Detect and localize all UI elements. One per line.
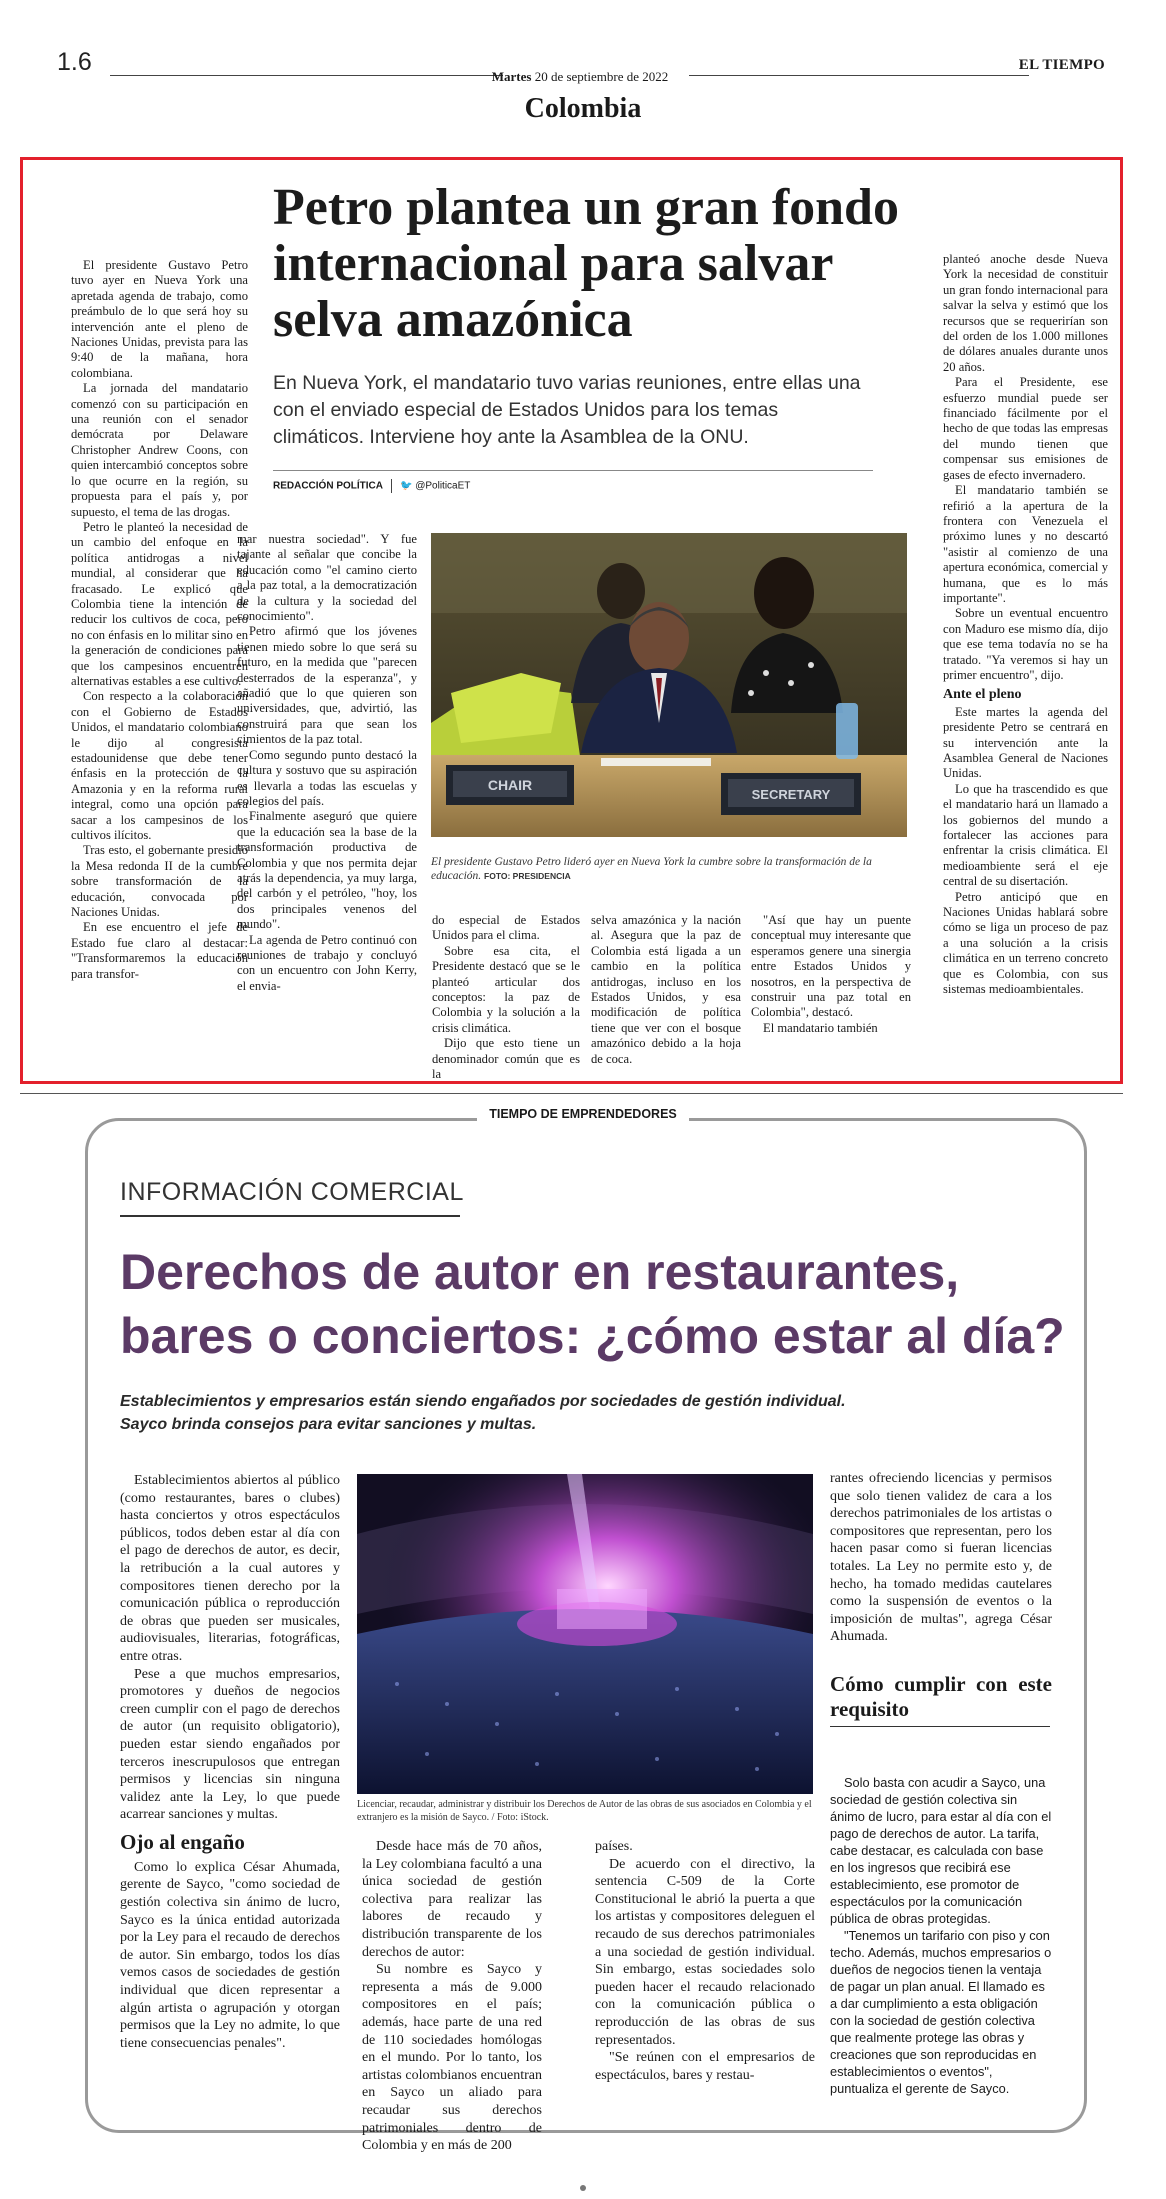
paragraph: La jornada del mandatario comenzó con su participación en una reunión con el senador demócrata por Delaware Christopher Andrew Coons, con quien intercambió conceptos sobre lo que ocurre en la región, su propuesta para el país y, por supuesto, el tema de las drogas. (71, 381, 248, 519)
paragraph: En ese encuentro el jefe de Estado fue claro al destacar: "Transformaremos la educación para transfor- (71, 920, 248, 981)
article-column-2 (237, 532, 417, 994)
arena-image (357, 1474, 813, 1794)
article-photo (431, 533, 907, 837)
paragraph: El mandatario también se refirió a la apertura de la frontera con Venezuela el próximo lunes y no descartó "asistir al comienzo de una apertura económica, comercial y humana, que es lo más importante". (943, 483, 1108, 605)
paragraph: do especial de Estados Unidos para el clima. (432, 913, 580, 943)
un-summit-photo (431, 533, 907, 837)
page-number: 1.6 (57, 48, 92, 76)
placard-secretary: SECRETARY (751, 787, 831, 802)
paragraph: Tras esto, el gobernante presidió la Mesa redonda II de la cumbre sobre transformación de la educación, convocada por Naciones Unidas. (71, 843, 248, 920)
section-divider (20, 1093, 1123, 1094)
article-column-6 (943, 252, 1108, 998)
placard-chair: CHAIR (487, 777, 533, 793)
paragraph: rantes ofreciendo licencias y permisos que solo tienen validez de cara a los derechos patrimoniales de los artistas o compositores que representan, pero los hacen pasar como si fueran licencias totales. La Ley no permite esto y, de hecho, ha tomado medidas cautelares como la suspensión de eventos o la imposición de multas", agrega César Ahumada. (830, 1471, 1052, 1645)
paragraph: Petro afirmó que los jóvenes tienen miedo sobre lo que será su futuro, en la medida que "parecen desterrados de la esperanza", y añadió que lo que quieren son universidades, que, advirtió, las construirá para que sean los cimientos de la paz total. (237, 624, 417, 747)
paragraph: mar nuestra sociedad". Y fue tajante al señalar que concibe la educación como "el camino cierto a la paz total, a la democratización de la cultura y la sociedad del conocimiento". (237, 532, 417, 624)
promo-column-3 (595, 1838, 815, 2084)
article-column-4 (591, 913, 741, 1067)
paragraph: Lo que ha trascendido es que el mandatario hará un llamado a los gobiernos del mundo a fortalecer las acciones para enfrentar la crisis climática. El medioambiente será el eje central de su disertación. (943, 781, 1108, 889)
paragraph: De acuerdo con el directivo, la sentencia C-509 de la Corte Constitucional le abrió la puerta a que los artistas y compositores deleguen el recaudo de sus derechos patrimoniales a una sociedad de gestión individual. Sin embargo, estas sociedades solo pueden hacer el recaudo relacionado con la comunicación pública o reproducción de las obras de sus representados. (595, 1856, 815, 2048)
paragraph: Pese a que muchos empresarios, promotores y dueños de negocios creen cumplir con el pago de derechos de autor (un requisito obligatorio), pueden estar siendo engañados por terceros inescrupulosos que entregan permisos y licencias sin ninguna validez ante la Ley, lo que puede acarrear sanciones y multas. (120, 1666, 340, 1823)
paragraph: Con respecto a la colaboración con el Gobierno de Estados Unidos, el mandatario colombiano le dijo al congresista estadounidense que debe tener énfasis en la protección de la Amazonia y en la reforma rural integral, como una opción para sacar a los campesinos de los cultivos ilícitos. (71, 689, 248, 843)
concert-photo (357, 1474, 813, 1794)
promo-label-text: TIEMPO DE EMPRENDEDORES (477, 1107, 689, 1121)
paragraph: El presidente Gustavo Petro tuvo ayer en Nueva York una apretada agenda de trabajo, como preámbulo de lo que será hoy su intervención ante el pleno de Naciones Unidas, prevista para las 9:40 de la mañana, hora colombiana. (71, 258, 248, 380)
issue-date (55, 69, 1105, 85)
paragraph: Petro le planteó la necesidad de un cambio del enfoque en la política antidrogas a nivel mundial, al considerar que ha fracasado. Le explicó que Colombia tiene la intención de reducir los cultivos de coca, pero no con énfasis en lo militar sino en la generación de condiciones para que los campesinos encuentren alternativas estables a ese cultivo. (71, 519, 248, 688)
twitter-icon: 🐦 (400, 480, 413, 492)
paragraph: El mandatario también (763, 1020, 878, 1035)
promo-column-2 (362, 1838, 542, 2155)
paragraph: La agenda de Petro continuó con reuniones de trabajo y concluyó con un encuentro con John Kerry, el envia- (237, 932, 417, 993)
twitter-handle[interactable]: @PoliticaET (415, 480, 471, 492)
issue-day: Martes (491, 69, 532, 84)
paragraph: Sobre esa cita, el Presidente destacó que se le planteó articular dos conceptos: la paz de Colombia y la solución a la crisis climática. (432, 943, 580, 1035)
paragraph: "Así que hay un puente conceptual muy interesante que esperamos genere una sinergia entre Estados Unidos y nosotros, en la perspectiva de construir una paz total en Colombia", destacó. (751, 913, 911, 1020)
subhead-rule (830, 1726, 1050, 1727)
newspaper-brand: EL TIEMPO (1018, 57, 1105, 73)
article-deck: En Nueva York, el mandatario tuvo varias reuniones, entre ellas una con el enviado especial de Estados Unidos para los temas climáticos. Interviene hoy ante la Asamblea de la ONU. (273, 372, 861, 448)
promo-kicker: INFORMACIÓN COMERCIAL (120, 1178, 464, 1206)
section-title: Colombia (524, 93, 642, 124)
paragraph: selva amazónica y la nación al. Asegura que la paz de Colombia está ligada a un cambio en la política antidrogas, incluso en los Estados Unidos, y esa modificación de política tiene que ver con el bosque amazónico debido a la hoja de coca. (591, 913, 741, 1066)
subhead-ojo-al-engano: Ojo al engaño (120, 1829, 245, 1854)
byline (273, 470, 873, 493)
paragraph: "Se reúnen con el empresarios de espectáculos, bares y restau- (595, 2050, 815, 2083)
paragraph: "Tenemos un tarifario con piso y con techo. Además, muchos empresarios o dueños de negocios tienen la ventaja de pagar un plan anual. El llamado es a dar cumplimiento a esta obligación con la sociedad de gestión colectiva que realmente protege las obras y creaciones que son reproducidas en establecimientos o eventos", puntualiza el gerente de Sayco. (830, 1928, 1052, 2096)
promo-deck: Establecimientos y empresarios están siendo engañados por sociedades de gestión individual. Sayco brinda consejos para evitar sanciones y multas. (120, 1393, 846, 1433)
paragraph: Solo basta con acudir a Sayco, una sociedad de gestión colectiva sin ánimo de lucro, para estar al día con el pago de derechos de autor. La tarifa, cabe destacar, es calculada con base en los ingresos que recibirá ese establecimiento, ese promotor de espectáculos por la comunicación pública de obras protegidas. (830, 1775, 1052, 1926)
promo-section-label (0, 1105, 1166, 1123)
paragraph: Dijo que esto tiene un denominador común que es la (432, 1036, 580, 1082)
byline-author: REDACCIÓN POLÍTICA (273, 480, 383, 492)
article-column-1 (71, 258, 248, 982)
paragraph: Petro anticipó que en Naciones Unidas hablará sobre cómo se liga un proceso de paz a una solución a la crisis climática en un terreno concreto que es Colombia, con sus sistemas medioambientales. (943, 889, 1108, 997)
paragraph: Establecimientos abiertos al público (como restaurantes, bares o clubes) hasta conciertos y otros espectáculos públicos, todos deben estar al día con el pago de derechos de autor, es decir, la retribución a la cual autores y compositores tienen derecho por la comunicación pública o reproducción de obras que pueden ser musicales, audiovisuales, literarias, fotográficas, entre otras. (120, 1473, 340, 1664)
paragraph: países. (595, 1839, 633, 1854)
concert-photo-caption: Licenciar, recaudar, administrar y distribuir los Derechos de Autor de las obras de sus asociados en Colombia y el extranjero es la misión de Sayco. / Foto: iStock. (357, 1799, 812, 1823)
paragraph: Como lo explica César Ahumada, gerente de Sayco, "como sociedad de gestión colectiva sin ánimo de lucro, Sayco es la única entidad autorizada por la Ley para el recaudo de derechos de autor. Sin embargo, todos los días vemos casos de sociedades de gestión individual que dicen representar a algún artista o agrupación y otorgan permisos que la Ley no admite, lo que tiene consecuencias penales". (120, 1859, 340, 2051)
registration-mark (580, 2185, 586, 2191)
paragraph: Su nombre es Sayco y representa a más de 9.000 compositores en el país; además, hace parte de una red de 110 sociedades homólogas en el mundo. Por lo tanto, los artistas colombianos encuentran en Sayco un aliado para recaudar sus derechos patrimoniales dentro de Colombia y en más de 200 (362, 1962, 542, 2154)
promo-column-4 (830, 1470, 1052, 1735)
photo-credit: FOTO: PRESIDENCIA (484, 871, 571, 881)
subhead-ante-el-pleno: Ante el pleno (943, 687, 1022, 703)
subhead-como-cumplir: Cómo cumplir con este requisito (830, 1671, 1052, 1721)
paragraph: planteó anoche desde Nueva York la necesidad de constituir un gran fondo internacional para salvar la selva y estimó que los recursos que se requerirían son del orden de los 1.000 millones de dólares anuales durante unos 20 años. (943, 252, 1108, 374)
article-column-3 (432, 913, 580, 1082)
byline-separator (391, 479, 392, 493)
promo-column-4b (830, 1774, 1052, 2097)
kicker-rule (120, 1215, 460, 1217)
article-photo-caption (431, 855, 907, 883)
paragraph: Sobre un eventual encuentro con Maduro ese mismo día, dijo que ese tema todavía no se ha tratado. "Ya veremos si hay un primer encuentro", dijo. (943, 606, 1108, 682)
paragraph: Este martes la agenda del presidente Petro se centrará en su intervención ante la Asamblea General de Naciones Unidas. (943, 704, 1108, 781)
article-headline: Petro plantea un gran fondo internacional para salvar selva amazónica (273, 179, 899, 348)
paragraph: Para el Presidente, ese esfuerzo mundial puede ser financiado fácilmente por el hecho de que todas las empresas del mundo tienen que compensar sus emisiones de gases de efecto invernadero. (943, 375, 1108, 482)
article-column-5 (751, 913, 911, 1036)
paragraph: Desde hace más de 70 años, la Ley colombiana facultó a una única sociedad de gestión colectiva para realizar las labores de recaudo y distribución transparente de los derechos de autor: (362, 1839, 542, 1960)
paragraph: Como segundo punto destacó la cultura y sostuvo que su aspiración es llevarla a todas las escuelas y colegios del país. (237, 747, 417, 808)
promo-headline: Derechos de autor en restaurantes, bares o conciertos: ¿cómo estar al día? (120, 1244, 1065, 1364)
promo-column-1 (120, 1472, 340, 2052)
paragraph: Finalmente aseguró que quiere que la educación sea la base de la transformación productiva de Colombia y que nos permita dejar atrás la dependencia, ya muy larga, del carbón y el petróleo, "hoy, los dos principales venenos del mundo". (237, 809, 417, 932)
issue-date-text: 20 de septiembre de 2022 (534, 69, 669, 84)
article-frame (20, 157, 1123, 1084)
caption-text: El presidente Gustavo Petro lideró ayer en Nueva York la cumbre sobre la transformación de la educación. (431, 856, 872, 882)
page-header (55, 48, 1105, 88)
